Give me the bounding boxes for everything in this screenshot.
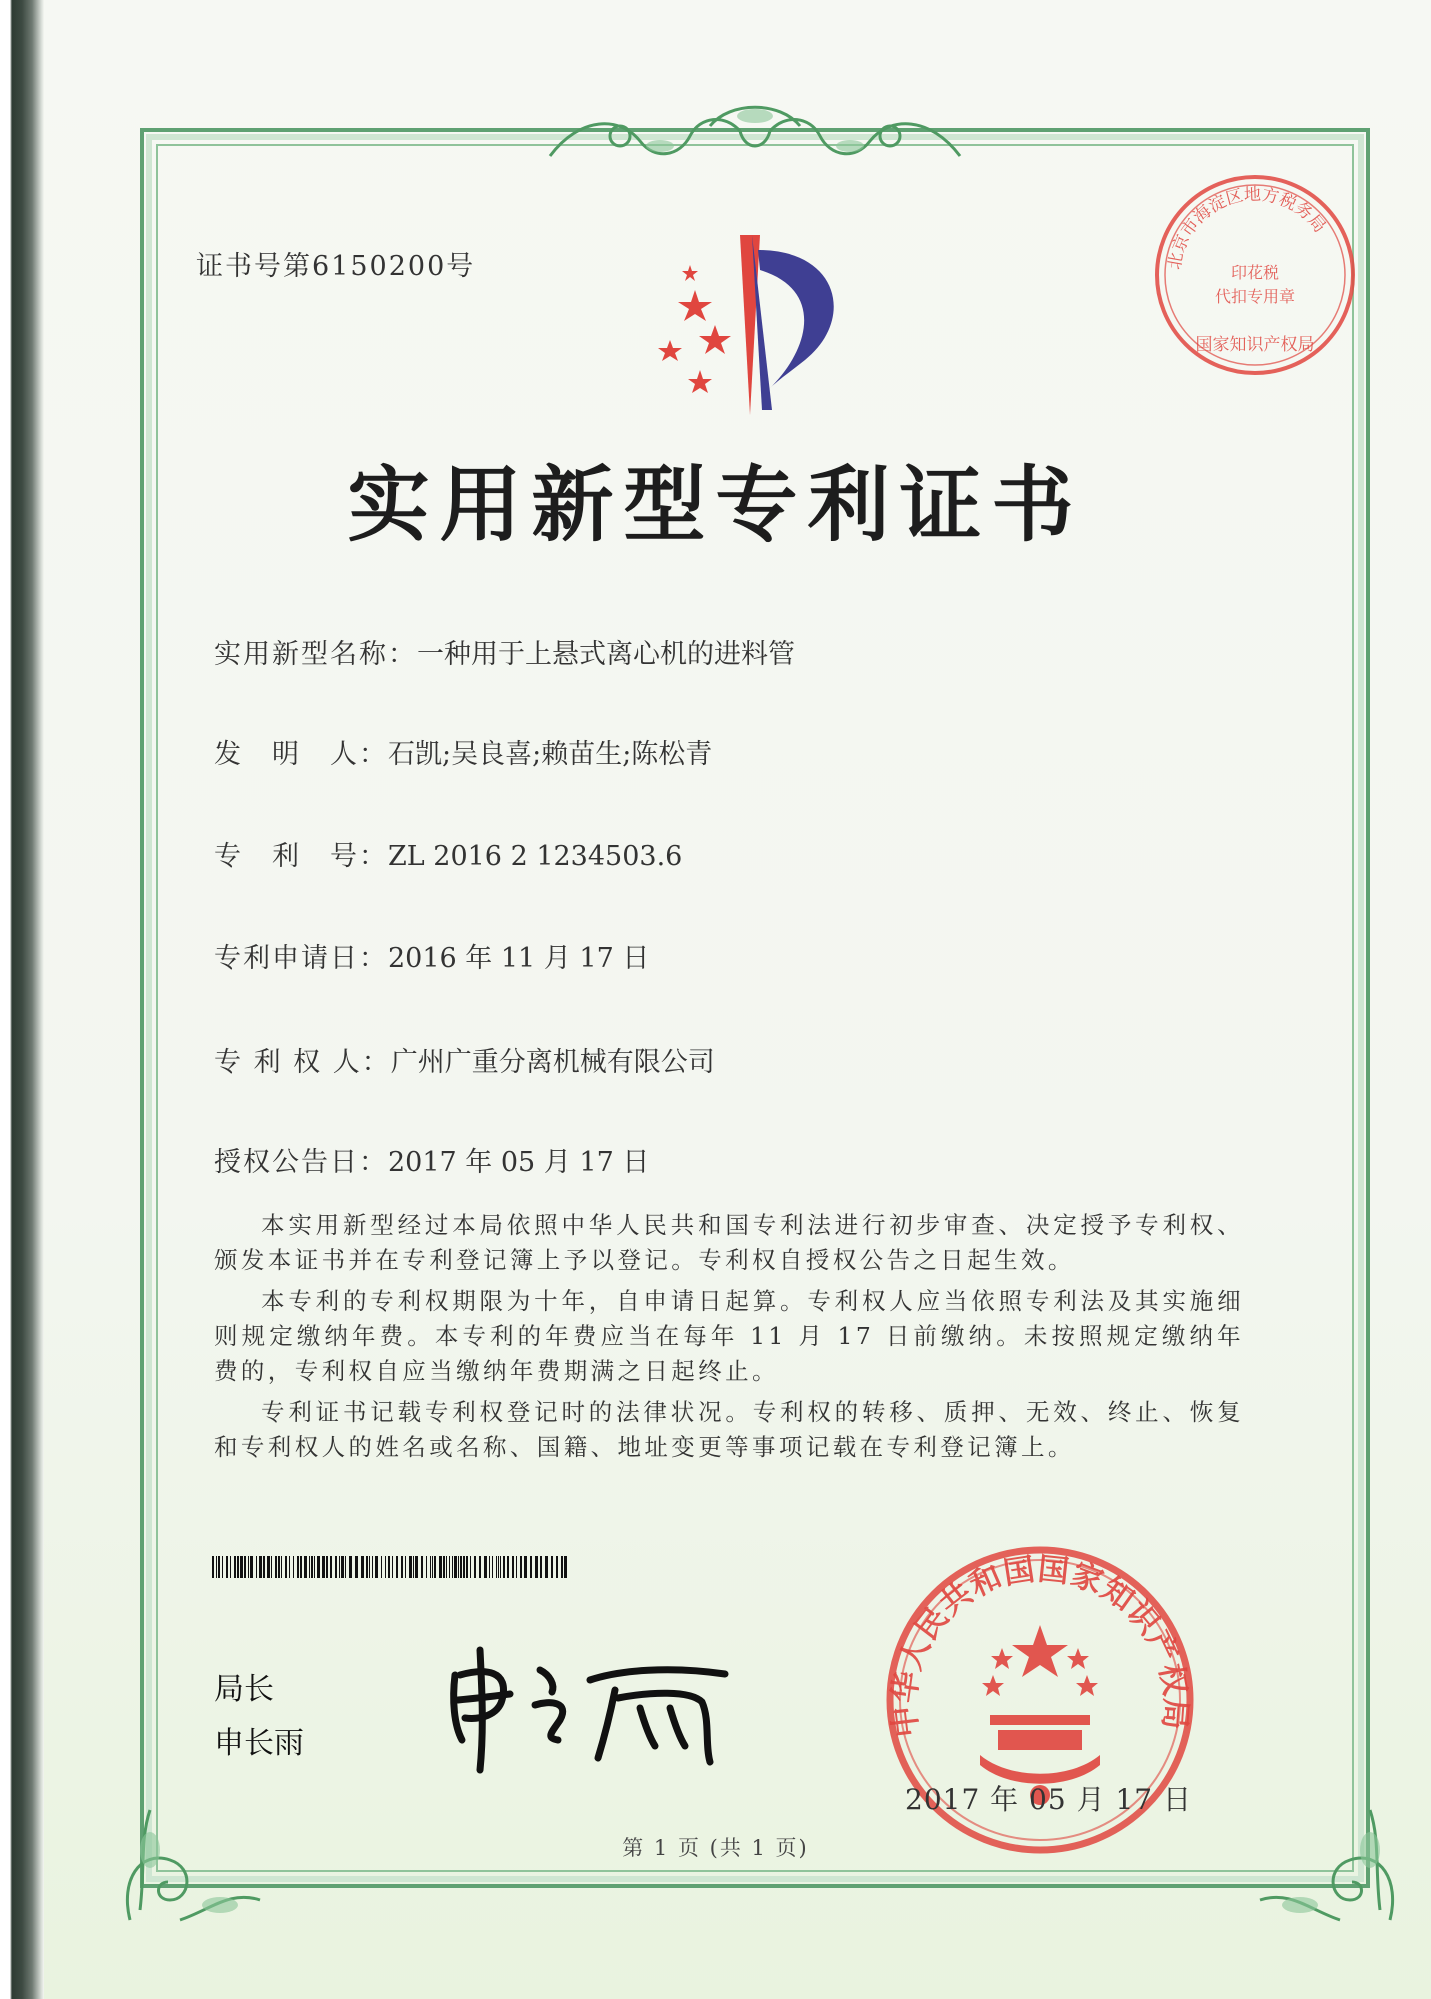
field-utility-model-name [214,632,795,671]
barcode-bar [267,1556,270,1578]
barcode-bar [345,1556,346,1578]
barcode-bar [297,1556,299,1578]
barcode-bar [330,1556,332,1578]
svg-text:代扣专用章: 代扣专用章 [1214,287,1296,306]
barcode-bar [293,1556,294,1578]
barcode-bar [458,1556,459,1578]
barcode-bar [405,1556,406,1578]
certificate-title: 实用新型专利证书 [347,457,1084,553]
barcode-bar [385,1556,386,1578]
barcode-bar [551,1556,553,1578]
svg-text:印花税: 印花税 [1230,263,1280,282]
field-label: 授权公告日： [214,1147,388,1178]
barcode-bar [446,1556,447,1578]
page-footer: 第 1 页 (共 1 页) [622,1836,809,1860]
field-label: 实用新型名称： [214,639,417,670]
barcode-bar [369,1556,370,1578]
certificate-number: 证书号第6150200号 [196,251,476,282]
barcode-bar [540,1556,542,1578]
binding-strip [0,0,44,1999]
barcode-bar [507,1556,509,1578]
barcode-bar [489,1556,490,1578]
paragraph: 本专利的专利权期限为十年，自申请日起算。专利权人应当依照专利法及其实施细则规定缴纳年费。本专利的年费应当在每年 11 月 17 日前缴纳。未按照规定缴纳年费的，专利权自应当缴纳年费期满之日起终止。 [214,1287,1244,1385]
barcode-bar [524,1556,527,1578]
barcode-bar [439,1556,442,1578]
barcode-bar [271,1556,272,1578]
barcode-bar [234,1556,236,1578]
barcode-bar [322,1556,325,1578]
barcode-bar [434,1556,436,1578]
barcode-bar [479,1556,481,1578]
barcode-bar [240,1556,243,1578]
field-patent-number [214,834,682,873]
field-label: 专 利 权 人： [214,1047,391,1078]
barcode-bar [263,1556,265,1578]
barcode-bar [430,1556,431,1578]
barcode-bar [512,1556,514,1578]
field-label: 专利申请日： [214,943,388,974]
barcode-bar [520,1556,522,1578]
barcode-bar [561,1556,563,1578]
tax-seal-stamp [1150,170,1360,380]
barcode-bar [285,1556,287,1578]
barcode-bar [366,1556,368,1578]
svg-text:北京市海淀区地方税务局: 北京市海淀区地方税务局 [1164,184,1330,272]
field-label: 发 明 人： [214,739,388,770]
field-inventors [214,732,712,771]
barcode-bar [372,1556,373,1578]
barcode-bar [388,1556,390,1578]
field-value: 一种用于上悬式离心机的进料管 [417,639,795,670]
field-value: 2016 年 11 月 17 日 [388,943,650,974]
certificate-body-text [214,1208,1244,1471]
barcode-bar [335,1556,337,1578]
barcode-bar [341,1556,344,1578]
barcode-bar [432,1556,433,1578]
barcode-bar [309,1556,310,1578]
barcode-bar [474,1556,476,1578]
barcode-bar [244,1556,246,1578]
barcode-bar [218,1556,220,1578]
field-patentee [214,1040,715,1079]
barcode-bar [278,1556,280,1578]
barcode-bar [275,1556,277,1578]
director-name: 申长雨 [214,1726,304,1761]
barcode-bar [212,1556,214,1578]
barcode-bar [496,1556,497,1578]
barcode-bar [237,1556,239,1578]
barcode-bar [401,1556,403,1578]
barcode-bar [256,1556,257,1578]
barcode-bar [545,1556,548,1578]
barcode-bar [361,1556,364,1578]
barcode-bar [564,1556,567,1578]
field-application-date [214,936,649,975]
director-title: 局长 [214,1672,274,1707]
barcode-bar [317,1556,320,1578]
barcode-bar [449,1556,450,1578]
barcode-bar [216,1556,217,1578]
barcode-bar [556,1556,558,1578]
barcode-bar [259,1556,262,1578]
director-signature [440,1630,740,1780]
barcode-bar [226,1556,228,1578]
barcode-bar [516,1556,517,1578]
top-ornament [540,96,970,176]
sipo-logo [640,230,860,420]
barcode-bar [222,1556,223,1578]
barcode-bar [311,1556,313,1578]
barcode-bar [355,1556,358,1578]
barcode-bar [492,1556,493,1578]
barcode-bar [413,1556,414,1578]
barcode-bar [230,1556,231,1578]
barcode-bar [530,1556,532,1578]
barcode-bar [421,1556,423,1578]
barcode [212,1556,572,1578]
barcode-bar [381,1556,382,1578]
barcode-bar [500,1556,501,1578]
barcode-bar [426,1556,427,1578]
paragraph: 本实用新型经过本局依照中华人民共和国专利法进行初步审查、决定授予专利权、颁发本证书并在专利登记簿上予以登记。专利权自授权公告之日起生效。 [214,1211,1244,1274]
barcode-bar [452,1556,453,1578]
barcode-bar [339,1556,340,1578]
barcode-bar [470,1556,471,1578]
field-grant-date [214,1140,649,1179]
barcode-bar [300,1556,302,1578]
barcode-bar [460,1556,462,1578]
barcode-bar [463,1556,465,1578]
svg-text:国家知识产权局: 国家知识产权局 [1195,335,1315,355]
issue-date: 2017 年 05 月 17 日 [905,1783,1193,1816]
barcode-bar [503,1556,505,1578]
barcode-bar [326,1556,328,1578]
barcode-bar [392,1556,393,1578]
barcode-bar [454,1556,457,1578]
barcode-bar [281,1556,282,1578]
barcode-bar [349,1556,352,1578]
field-value: 广州广重分离机械有限公司 [390,1047,715,1078]
barcode-bar [396,1556,398,1578]
barcode-bar [535,1556,538,1578]
field-value: 2017 年 05 月 17 日 [388,1147,650,1178]
barcode-bar [304,1556,307,1578]
barcode-bar [289,1556,290,1578]
field-value: ZL 2016 2 1234503.6 [388,841,683,872]
barcode-bar [484,1556,487,1578]
svg-text:中华人民共和国国家知识产权局: 中华人民共和国国家知识产权局 [886,1551,1194,1740]
barcode-bar [415,1556,418,1578]
barcode-bar [250,1556,253,1578]
barcode-bar [466,1556,468,1578]
barcode-bar [409,1556,412,1578]
field-value: 石凯;吴良喜;赖苗生;陈松青 [388,739,713,770]
barcode-bar [248,1556,249,1578]
barcode-bar [443,1556,445,1578]
barcode-bar [498,1556,499,1578]
field-label: 专 利 号： [214,841,388,872]
paragraph: 专利证书记载专利权登记时的法律状况。专利权的转移、质押、无效、终止、恢复和专利权人的姓名或名称、国籍、地址变更等事项记载在专利登记簿上。 [214,1398,1244,1461]
barcode-bar [375,1556,378,1578]
barcode-bar [314,1556,315,1578]
